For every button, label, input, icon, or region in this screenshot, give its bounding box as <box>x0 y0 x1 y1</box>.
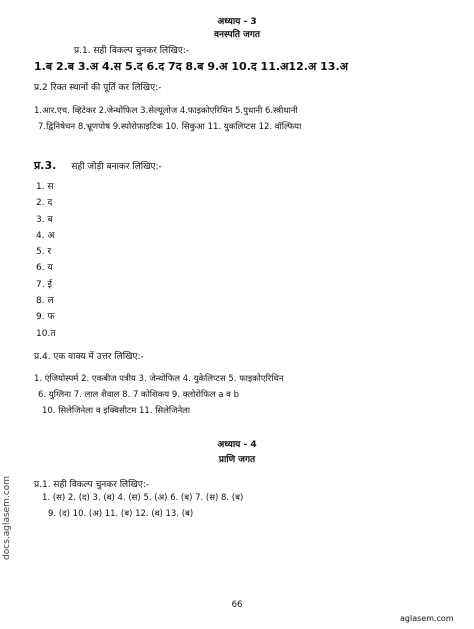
ch4-q1-line2: 9. (द) 10. (अ) 11. (ब) 12. (ब) 13. (ब) <box>48 509 194 519</box>
chapter-3-heading: अध्याय - 3 <box>217 17 257 27</box>
ch3-q4-line3: 10. सिलेजिनेला व इक्विसीटम 11. सिलेजिनेला <box>42 406 191 416</box>
pair-item: 7. ई <box>36 279 52 290</box>
ch3-q4-label: प्र.4. एक वाक्य में उत्तर लिखिए:- <box>34 352 144 362</box>
ch3-q4-line1: 1. एंजियोस्पर्म 2. एकबीज पत्रीय 3. जेन्थोफिल 4. युकेलिप्टस 5. फाइकोएरिथिन <box>34 374 284 384</box>
ch3-q3-number: प्र.3. <box>34 159 57 172</box>
ch3-q2-line2: 7.द्विनिषेचन 8.भ्रूणपोष 9.स्पोरोफाइटिक 10. सिकुआ 11. युकलिप्टस 12. वॉल्फिया <box>38 122 302 132</box>
aglasem-brand[interactable]: aglasem.com <box>400 614 454 623</box>
pair-item: 2. द <box>36 198 53 209</box>
ch3-q3-label: सही जोड़ी बनाकर लिखिए:- <box>71 162 162 172</box>
ch3-q3-heading <box>34 154 162 173</box>
side-watermark: docs.aglasem.com <box>2 475 12 560</box>
chapter-4-title: प्राणि जगत <box>218 455 256 465</box>
chapter-4-heading: अध्याय - 4 <box>217 440 257 450</box>
pair-item: 9. फ <box>36 312 55 323</box>
pair-item: 4. अ <box>36 230 55 241</box>
ch3-q4-line2: 6. युग्लिना 7. लाल शैवाल 8. 7 कोशिकय 9. क्लोरोफिल a व b <box>38 390 239 400</box>
pair-item: 1. स <box>36 182 54 192</box>
pair-item: 10.त <box>36 328 56 339</box>
pair-item: 8. ल <box>36 296 54 307</box>
page-number: 66 <box>231 600 243 610</box>
ch3-q1-answers: 1.ब 2.ब 3.अ 4.स 5.द 6.द 7द 8.ब 9.अ 10.द 11.अ12.अ 13.अ <box>34 60 349 73</box>
ch4-q1-label: प्र.1. सही विकल्प चुनकर लिखिए:- <box>34 480 150 490</box>
chapter-3-title: वनस्पति जगत <box>213 30 261 40</box>
ch3-q2-line1: 1.आर.एच. व्हिटेकर 2.जेन्थोफिल 3.सेल्यूलोज 4.फाइकोएरिथिन 5.पुधानी 6.स्त्रीधानी <box>34 106 298 116</box>
ch4-q1-line1: 1. (स) 2. (द) 3. (ब) 4. (स) 5. (अ) 6. (ब) 7. (स) 8. (ब) <box>42 493 244 503</box>
ch3-q2-label: प्र.2 रिक्त स्थानों की पूर्ति कर लिखिए:- <box>34 83 162 93</box>
pair-item: 5. र <box>36 247 52 258</box>
pair-item: 3. ब <box>36 214 53 225</box>
pair-item: 6. य <box>36 263 53 274</box>
ch3-q3-pairs <box>36 179 55 342</box>
ch3-q1-label: प्र.1. सही विकल्प चुनकर लिखिए:- <box>74 46 190 56</box>
